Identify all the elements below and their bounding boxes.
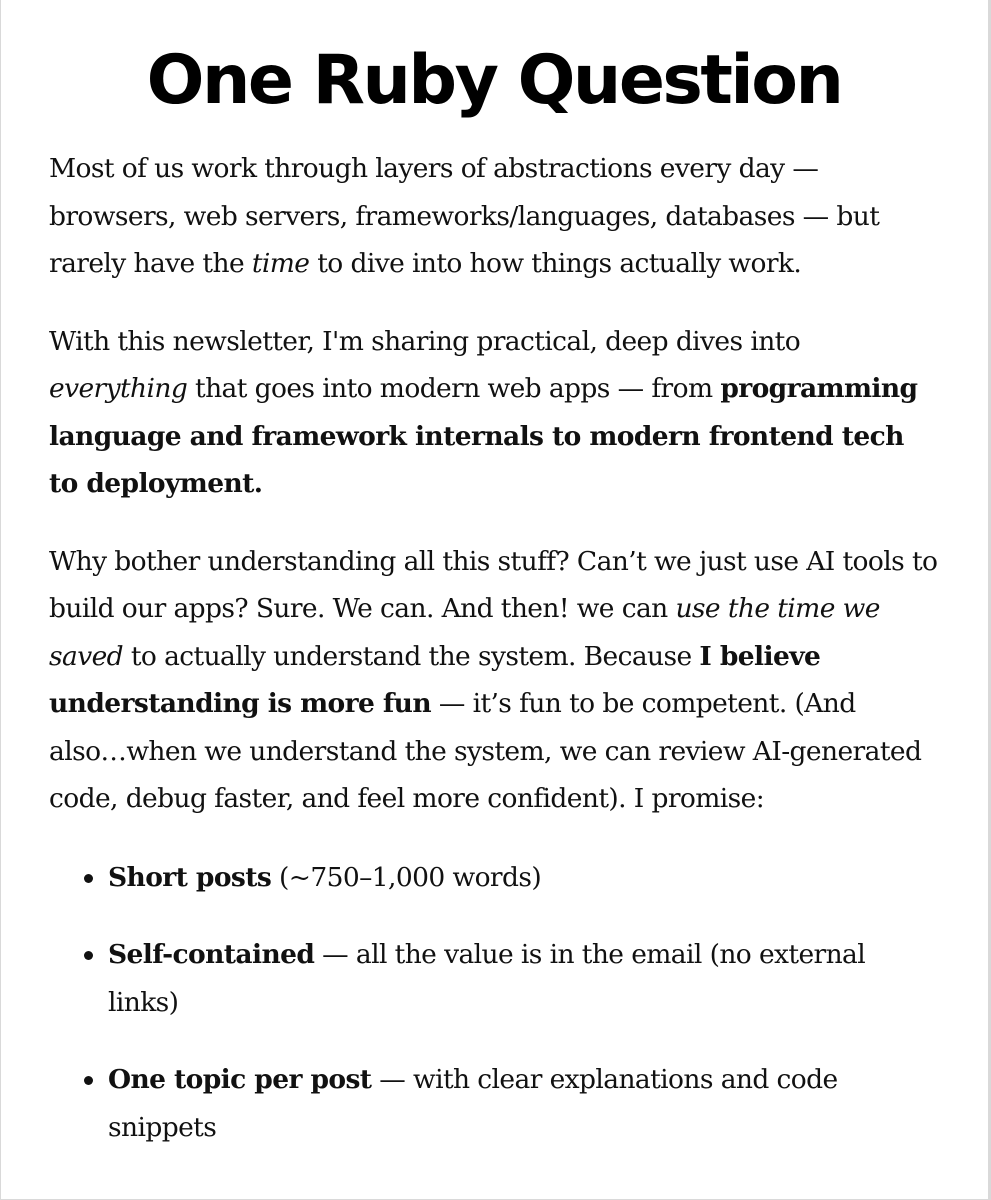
why-strong: I believe understanding is more fun [49, 640, 821, 719]
newsletter-text-b: that goes into modern web apps — from [187, 373, 721, 404]
list-item-text: — all the value is in the email (no external links) [108, 939, 866, 1018]
intro-paragraph [49, 145, 939, 288]
intro-text-b: to dive into how things actually work. [309, 248, 802, 279]
list-item-strong: Self-contained [108, 939, 315, 970]
list-item-text: (~750–1,000 words) [271, 861, 542, 893]
newsletter-text-a: With this newsletter, I'm sharing practical, deep dives into [49, 325, 801, 357]
article-content [49, 0, 939, 1181]
intro-text-a: Most of us work through layers of abstractions every day — browsers, web servers, frameworks/languages, databases — but rarely have the [49, 153, 880, 279]
why-paragraph [49, 538, 939, 823]
list-item [108, 931, 939, 1026]
page-title: One Ruby Question [146, 41, 842, 120]
newsletter-emphasis: everything [49, 373, 188, 404]
why-emphasis: use the time we saved [49, 593, 880, 672]
why-text-a: Why bother understanding all this stuff? Can’t we just use AI tools to build our apps? Sure. We can. And then! we can [49, 545, 938, 624]
newsletter-strong: programming language and framework internals to modern frontend tech to deployment. [49, 373, 918, 499]
list-item-text: — with clear explanations and code snippets [108, 1064, 838, 1143]
intro-emphasis: time [251, 248, 310, 279]
why-text-b: to actually understand the system. Because [123, 640, 700, 672]
list-item-strong: One topic per post [108, 1064, 372, 1095]
why-text-c: — it’s fun to be competent. (And also…when we understand the system, we can review AI-generated code, debug faster, and feel more confident). I promise: [49, 688, 922, 814]
newsletter-paragraph [49, 318, 939, 508]
list-item [108, 1056, 939, 1151]
list-item-strong: Short posts [108, 861, 272, 893]
promise-list [49, 854, 939, 1152]
list-item [108, 854, 939, 902]
